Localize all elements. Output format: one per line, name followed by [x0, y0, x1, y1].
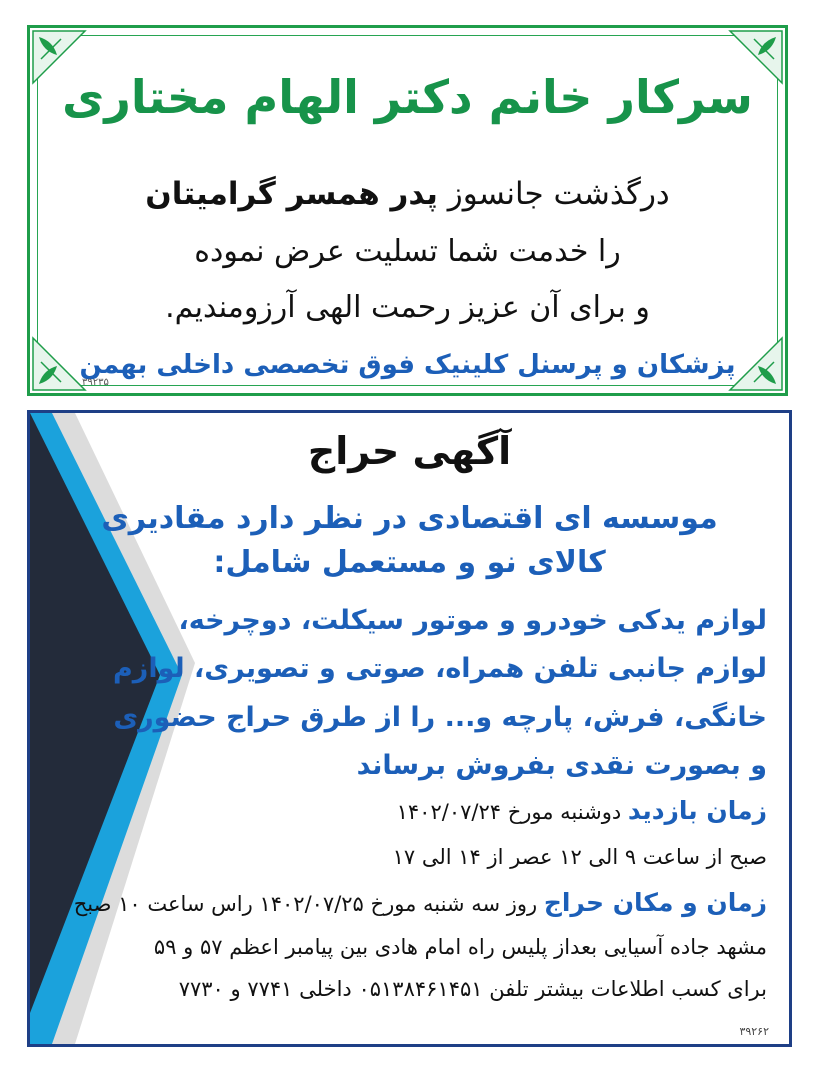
auction-items-line: لوازم جانبی تلفن همراه، صوتی و تصویری، لوازم — [113, 653, 767, 684]
auction-intro-line-1: موسسه ای اقتصادی در نظر دارد مقادیری — [101, 501, 718, 536]
condolence-line-1-text: درگذشت جانسوز — [447, 176, 670, 212]
auction-place-row — [74, 888, 767, 917]
auction-place-text: روز سه شنبه مورخ ۱۴۰۲/۰۷/۲۵ راس ساعت ۱۰ صبح — [73, 892, 538, 916]
visit-time-row — [397, 796, 767, 825]
visit-time-text: دوشنبه مورخ ۱۴۰۲/۰۷/۲۴ — [396, 800, 622, 824]
auction-title: آگهی حراج — [307, 429, 512, 473]
visit-time-label: زمان بازدید — [627, 796, 767, 825]
condolence-line-3: و برای آن عزیز رحمت الهی آرزومندیم. — [165, 290, 650, 325]
condolence-line-1 — [30, 176, 785, 212]
auction-place-label: زمان و مکان حراج — [543, 888, 767, 917]
auction-items-line: و بصورت نقدی بفروش برساند — [356, 750, 767, 781]
condolence-ad-code: ۳۹۲۳۵ — [82, 377, 109, 388]
auction-ad — [27, 410, 792, 1047]
auction-contact: برای کسب اطلاعات بیشتر تلفن ۰۵۱۳۸۴۶۱۴۵۱ داخلی ۷۷۴۱ و ۷۷۳۰ — [178, 977, 767, 1001]
auction-items-line: خانگی، فرش، پارچه و... را از طرق حراج حضوری — [113, 702, 767, 733]
condolence-ad — [27, 25, 788, 396]
auction-items-line: لوازم یدکی خودرو و موتور سیکلت، دوچرخه، — [178, 605, 767, 636]
condolence-title: سرکار خانم دکتر الهام مختاری — [62, 70, 753, 124]
condolence-line-1-bold: پدر همسر گرامیتان — [145, 176, 438, 212]
auction-intro-line-2: کالای نو و مستعمل شامل: — [213, 545, 606, 580]
visit-hours: صبح از ساعت ۹ الی ۱۲ عصر از ۱۴ الی ۱۷ — [392, 845, 767, 869]
auction-address: مشهد جاده آسیایی بعداز پلیس راه امام هادی بین پیامبر اعظم ۵۷ و ۵۹ — [153, 935, 767, 959]
auction-ad-code: ۳۹۲۶۲ — [739, 1025, 769, 1038]
condolence-line-2: را خدمت شما تسلیت عرض نموده — [194, 234, 621, 269]
condolence-signature: پزشکان و پرسنل کلینیک فوق تخصصی داخلی بهمن — [79, 350, 736, 380]
